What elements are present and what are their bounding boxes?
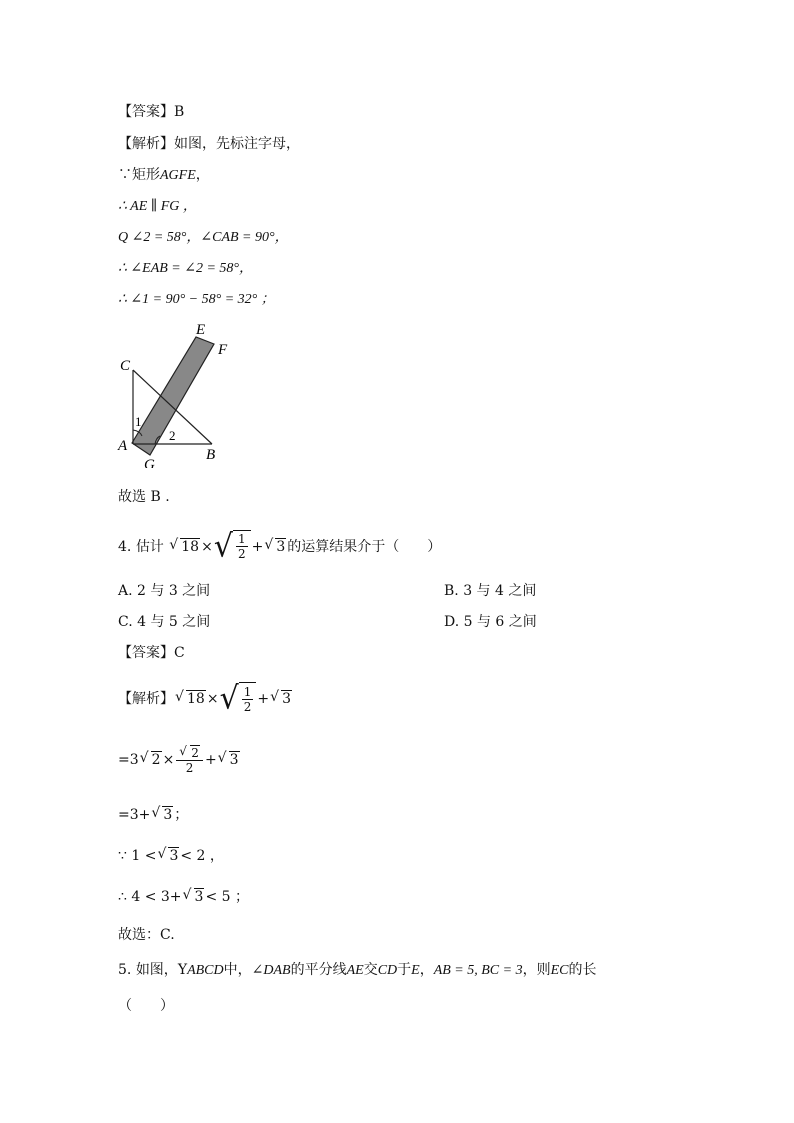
q4-l2-frac-num: 2	[191, 745, 199, 760]
q4-a1-frac-den: 2	[243, 699, 252, 714]
q4-l5-suffix: < 5 ；	[205, 889, 250, 905]
q4-a1-rad18: 18	[187, 691, 205, 707]
label-angle-1: 1	[135, 414, 142, 429]
q3-step2: ∴ AE ∥ FG ，	[118, 199, 197, 214]
q4-analysis-line3	[118, 805, 188, 825]
q3-answer: 【答案】B	[118, 104, 185, 120]
q4-a1-rad3: 3	[282, 691, 291, 707]
q5-stem	[118, 960, 596, 981]
q3-step3: Q ∠2 = 58°，∠CAB = 90°，	[118, 230, 289, 245]
q4-option-b: B. 3 与 4 之间	[444, 583, 537, 599]
q4-rad18: 18	[181, 539, 200, 555]
q3-conclusion: 故选 B .	[118, 489, 170, 505]
q4-analysis-line2	[118, 744, 241, 776]
q3-analysis-intro: 【解析】如图，先标注字母，	[118, 136, 300, 152]
q5-stem-e: 于	[397, 962, 412, 978]
q5-stem-a: 如图，	[135, 962, 178, 978]
q4-a1-frac-num: 1	[243, 684, 252, 699]
q4-l5-prefix: ∴ 4 < 3+	[118, 889, 182, 905]
label-f: F	[218, 342, 228, 358]
rectangle-agfe	[247, 337, 252, 344]
q4-frac-num: 1	[237, 531, 246, 546]
q4-option-d: D. 5 与 6 之间	[444, 614, 537, 630]
q4-l2-rad: 2	[151, 752, 161, 768]
q4-analysis-line1: 【解析】√ 18 × √ $\frac{1}{2}$ +√ 3	[118, 682, 293, 716]
q5-stem-c: 的平分线	[290, 962, 347, 978]
q4-l5-rad: 3	[194, 889, 204, 905]
q4-answer: 【答案】C	[118, 645, 185, 661]
q4-stem-suffix: 的运算结果介于（ ）	[287, 539, 442, 555]
q5-stem-g: ，则	[522, 962, 551, 978]
q3-step1-math: AGFE	[160, 168, 196, 183]
q4-a1-plus: +	[257, 691, 270, 707]
q5-stem-h: 的长	[568, 962, 597, 978]
label-g: G	[144, 457, 155, 468]
q4-l2-plus: +	[204, 752, 217, 768]
geometry-figure	[112, 318, 252, 468]
q4-number: 4.	[118, 539, 132, 555]
label-c: C	[120, 358, 131, 374]
q5-stem-f: ，	[419, 962, 434, 978]
q4-analysis-label: 【解析】	[118, 691, 174, 707]
label-angle-2: 2	[169, 428, 176, 443]
label-e: E	[196, 322, 206, 338]
q5-e: E	[411, 963, 420, 978]
q4-a1-times: ×	[206, 691, 219, 707]
q4-l3-rad: 3	[163, 807, 173, 823]
q4-stem-prefix: 估计	[135, 539, 164, 555]
q5-ec: EC	[550, 963, 569, 978]
q4-l3-suffix: ；	[174, 807, 189, 823]
q3-step1-suffix: ，	[195, 167, 210, 183]
q5-cond: AB = 5, BC = 3	[433, 963, 523, 978]
label-a: A	[118, 438, 128, 454]
q4-l4-prefix: ∵ 1 <	[118, 848, 157, 864]
parallelogram-icon: Y	[177, 962, 188, 978]
q3-step1	[118, 165, 210, 186]
q5-number: 5.	[118, 962, 132, 978]
q5-blank: （ ）	[118, 998, 174, 1014]
q4-option-c: C. 4 与 5 之间	[118, 614, 211, 630]
q4-rad3: 3	[276, 539, 286, 555]
q5-shape: ABCD	[187, 963, 224, 978]
q3-step1-prefix: ∵矩形	[118, 167, 160, 183]
q4-analysis-line5	[118, 887, 249, 907]
q5-stem-d: 交	[363, 962, 378, 978]
q3-step4: ∴ ∠EAB = ∠2 = 58°，	[118, 261, 254, 276]
q4-frac-den: 2	[237, 546, 246, 561]
q4-l2-rad3: 3	[229, 752, 239, 768]
q4-option-a: A. 2 与 3 之间	[118, 583, 211, 599]
q4-l3-prefix: =3+	[118, 807, 151, 823]
q4-plus: +	[251, 539, 264, 555]
q3-step5: ∴ ∠1 = 90° − 58° = 32° ；	[118, 292, 275, 307]
q4-conclusion: 故选：C.	[118, 927, 175, 943]
q4-l2-times: ×	[162, 752, 175, 768]
q4-l2-prefix: =3	[118, 752, 139, 768]
q5-ae: AE	[346, 963, 364, 978]
q5-cd: CD	[377, 963, 398, 978]
q4-stem: 4. 估计 √ 18 × √ $\frac{1}{2}$ +√ 3 的运算结果介于（ ）	[118, 530, 441, 564]
q5-stem-b: 中，	[223, 962, 252, 978]
q5-angle: ∠DAB	[251, 963, 291, 978]
q4-l4-rad: 3	[169, 848, 179, 864]
q4-l2-frac-den: 2	[185, 760, 194, 775]
q4-analysis-line4	[118, 846, 224, 866]
q4-times: ×	[201, 539, 213, 555]
q4-l4-suffix: < 2 ，	[180, 848, 224, 864]
label-b: B	[206, 447, 216, 463]
